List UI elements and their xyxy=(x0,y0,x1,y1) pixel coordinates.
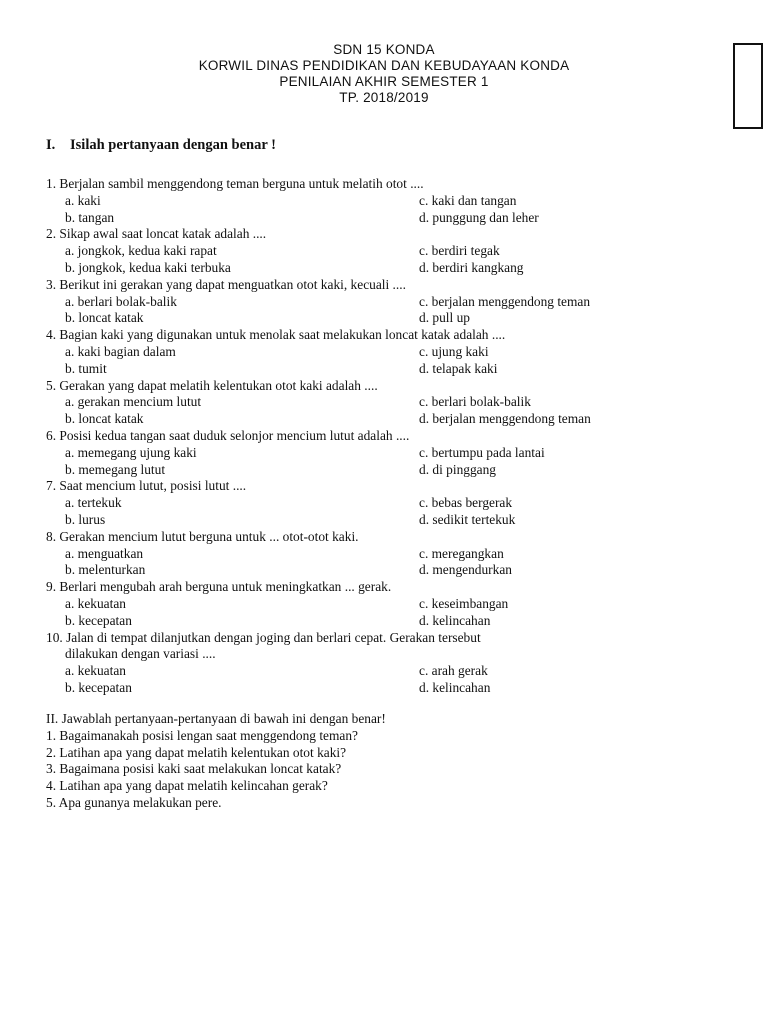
option-a: a. kekuatan xyxy=(65,663,126,679)
option-d: d. pull up xyxy=(419,310,470,326)
option-d: d. mengendurkan xyxy=(419,562,512,578)
essay-question: 5. Apa gunanya melakukan pere. xyxy=(46,794,222,810)
essay-section xyxy=(46,711,746,812)
question-item xyxy=(46,630,746,697)
option-a: a. jongkok, kedua kaki rapat xyxy=(65,243,217,259)
option-a: a. berlari bolak-balik xyxy=(65,293,177,309)
option-b: b. memegang lutut xyxy=(65,461,166,477)
question-text: 9. Berlari mengubah arah berguna untuk meningkatkan ... gerak. xyxy=(46,579,392,595)
essay-question: 1. Bagaimanakah posisi lengan saat menggendong teman? xyxy=(46,727,358,743)
office-name: KORWIL DINAS PENDIDIKAN DAN KEBUDAYAAN KONDA xyxy=(198,58,570,73)
question-item xyxy=(46,176,746,226)
question-text: 2. Sikap awal saat loncat katak adalah .... xyxy=(46,226,267,242)
question-text: 1. Berjalan sambil menggendong teman berguna untuk melatih otot .... xyxy=(46,176,424,191)
question-text: 5. Gerakan yang dapat melatih kelentukan otot kaki adalah .... xyxy=(46,377,378,393)
section-1-number: I. xyxy=(46,137,56,153)
option-a: a. tertekuk xyxy=(65,495,122,511)
option-b: b. kecepatan xyxy=(65,679,132,695)
question-item xyxy=(46,378,746,428)
school-year: TP. 2018/2019 xyxy=(339,90,429,105)
question-item xyxy=(46,428,746,478)
question-item xyxy=(46,277,746,327)
exam-title: PENILAIAN AKHIR SEMESTER 1 xyxy=(279,74,489,89)
option-c: c. berdiri tegak xyxy=(419,243,500,259)
option-a: a. kaki bagian dalam xyxy=(65,343,176,359)
question-item xyxy=(46,478,746,528)
option-b: b. tangan xyxy=(65,209,115,225)
question-text: 10. Jalan di tempat dilanjutkan dengan joging dan berlari cepat. Gerakan tersebut xyxy=(46,629,481,645)
option-d: d. sedikit tertekuk xyxy=(419,511,516,527)
option-d: d. berjalan menggendong teman xyxy=(419,411,591,427)
option-b: b. jongkok, kedua kaki terbuka xyxy=(65,259,231,275)
option-c: c. keseimbangan xyxy=(419,595,509,611)
option-d: d. di pinggang xyxy=(419,461,496,477)
option-a: a. menguatkan xyxy=(65,545,144,561)
question-text: 3. Berikut ini gerakan yang dapat menguatkan otot kaki, kecuali .... xyxy=(46,276,406,292)
option-d: d. telapak kaki xyxy=(419,360,498,376)
option-c: c. berlari bolak-balik xyxy=(419,394,531,410)
option-d: d. berdiri kangkang xyxy=(419,259,524,275)
option-a: a. memegang ujung kaki xyxy=(65,444,197,460)
question-item xyxy=(46,327,746,377)
essay-question: 4. Latihan apa yang dapat melatih kelincahan gerak? xyxy=(46,778,328,794)
option-d: d. kelincahan xyxy=(419,612,491,628)
option-b: b. loncat katak xyxy=(65,411,144,427)
section-1-title: Isilah pertanyaan dengan benar ! xyxy=(70,137,276,153)
question-text-continued: dilakukan dengan variasi .... xyxy=(65,646,216,662)
multiple-choice-section xyxy=(46,176,746,697)
question-text: 6. Posisi kedua tangan saat duduk selonjor mencium lutut adalah .... xyxy=(46,427,410,443)
option-c: c. berjalan menggendong teman xyxy=(419,293,591,309)
option-a: a. kaki xyxy=(65,192,101,208)
section-1-heading xyxy=(46,136,276,154)
document-header xyxy=(0,42,768,106)
option-b: b. lurus xyxy=(65,511,106,527)
option-c: c. arah gerak xyxy=(419,663,488,679)
question-item xyxy=(46,226,746,276)
question-text: 4. Bagian kaki yang digunakan untuk menolak saat melakukan loncat katak adalah .... xyxy=(46,327,506,343)
option-c: c. bebas bergerak xyxy=(419,495,513,511)
essay-question: 2. Latihan apa yang dapat melatih kelentukan otot kaki? xyxy=(46,744,347,760)
option-c: c. ujung kaki xyxy=(419,343,489,359)
essay-question: 3. Bagaimana posisi kaki saat melakukan loncat katak? xyxy=(46,761,342,777)
section-2-heading: II. Jawablah pertanyaan-pertanyaan di bawah ini dengan benar! xyxy=(46,711,386,726)
option-b: b. kecepatan xyxy=(65,612,132,628)
option-b: b. loncat katak xyxy=(65,310,144,326)
option-a: a. kekuatan xyxy=(65,595,126,611)
option-a: a. gerakan mencium lutut xyxy=(65,394,202,410)
option-b: b. melenturkan xyxy=(65,562,146,578)
option-d: d. punggung dan leher xyxy=(419,209,539,225)
question-text: 8. Gerakan mencium lutut berguna untuk ... otot-otot kaki. xyxy=(46,528,359,544)
option-c: c. bertumpu pada lantai xyxy=(419,444,545,460)
school-name: SDN 15 KONDA xyxy=(333,42,435,57)
option-b: b. tumit xyxy=(65,360,107,376)
option-c: c. kaki dan tangan xyxy=(419,192,517,208)
option-c: c. meregangkan xyxy=(419,545,504,561)
question-item xyxy=(46,529,746,579)
question-text: 7. Saat mencium lutut, posisi lutut .... xyxy=(46,478,247,494)
option-d: d. kelincahan xyxy=(419,679,491,695)
question-item xyxy=(46,579,746,629)
